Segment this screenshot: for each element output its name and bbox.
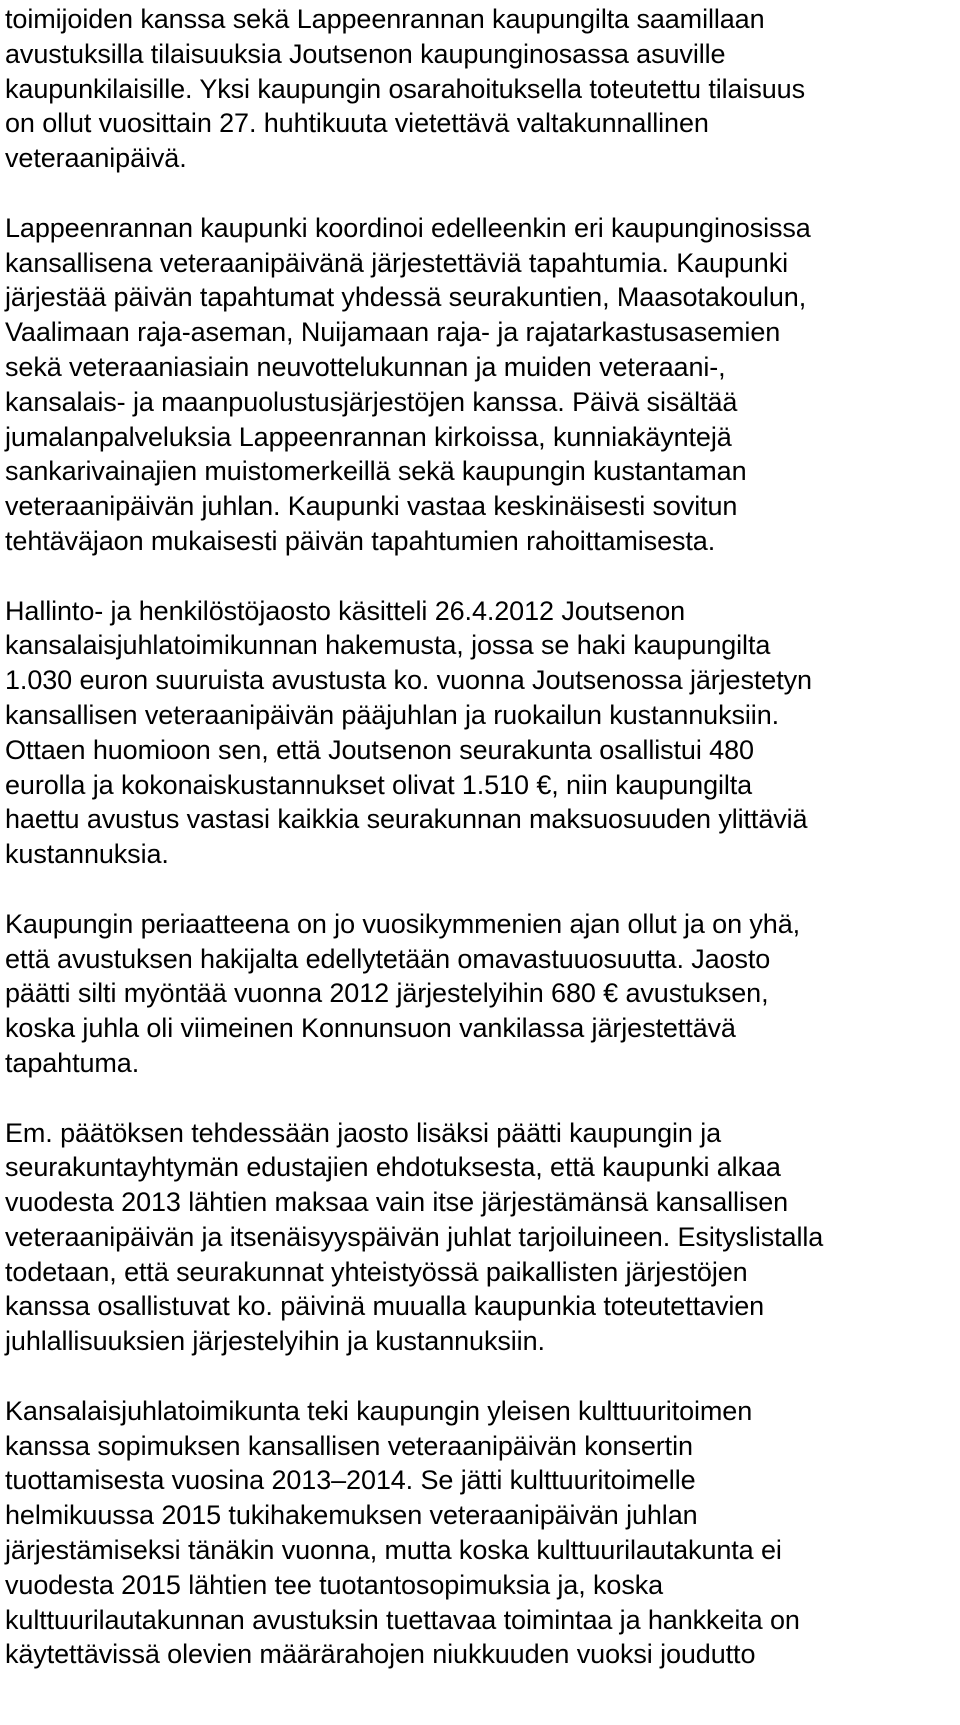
text-line: on ollut vuosittain 27. huhtikuuta vietettävä valtakunnallinen (5, 108, 709, 139)
text-line: eurolla ja kokonaiskustannukset olivat 1.510 €, niin kaupungilta (5, 769, 753, 800)
text-line: käytettävissä olevien määrärahojen niukkuuden vuoksi joudutto (5, 1639, 756, 1670)
text-line: kanssa osallistuvat ko. päivinä muualla kaupunkia toteutettavien (5, 1291, 765, 1322)
paragraph-1 (5, 2, 960, 176)
text-line: haettu avustus vastasi kaikkia seurakunnan maksuosuuden ylittäviä (5, 804, 808, 835)
text-line: kansalaisjuhlatoimikunnan hakemusta, jossa se haki kaupungilta (5, 630, 771, 661)
text-line: kaupunkilaisille. Yksi kaupungin osarahoituksella toteutettu tilaisuus (5, 73, 805, 104)
text-line: juhlallisuuksien järjestelyihin ja kustannuksiin. (5, 1326, 545, 1357)
text-line: järjestämiseksi tänäkin vuonna, mutta koska kulttuurilautakunta ei (5, 1535, 782, 1566)
text-line: todetaan, että seurakunnat yhteistyössä paikallisten järjestöjen (5, 1256, 748, 1287)
text-line: avustuksilla tilaisuuksia Joutsenon kaupunginosassa asuville (5, 38, 726, 69)
text-line: kanssa sopimuksen kansallisen veteraanipäivän konsertin (5, 1430, 693, 1461)
text-line: koska juhla oli viimeinen Konnunsuon vankilassa järjestettävä (5, 1013, 736, 1044)
text-line: toimijoiden kanssa sekä Lappeenrannan kaupungilta saamillaan (5, 4, 765, 34)
text-line: veteraanipäivän ja itsenäisyyspäivän juhlat tarjoiluineen. Esityslistalla (5, 1221, 824, 1252)
text-line: Kansalaisjuhlatoimikunta teki kaupungin yleisen kulttuuritoimen (5, 1395, 753, 1426)
text-line: tapahtuma. (5, 1047, 140, 1078)
text-line: kansalais- ja maanpuolustusjärjestöjen kanssa. Päivä sisältää (5, 386, 738, 417)
text-line: että avustuksen hakijalta edellytetään omavastuuosuutta. Jaosto (5, 943, 771, 974)
paragraph-2 (5, 211, 960, 559)
text-line: järjestää päivän tapahtumat yhdessä seurakuntien, Maasotakoulun, (5, 282, 807, 313)
text-line: seurakuntayhtymän edustajien ehdotuksesta, että kaupunki alkaa (5, 1152, 781, 1183)
text-line: Hallinto- ja henkilöstöjaosto käsitteli 26.4.2012 Joutsenon (5, 595, 686, 626)
paragraph-4 (5, 907, 960, 1081)
text-line: tehtäväjaon mukaisesti päivän tapahtumien rahoittamisesta. (5, 525, 716, 556)
text-line: helmikuussa 2015 tukihakemuksen veteraanipäivän juhlan (5, 1500, 698, 1531)
text-line: Kaupungin periaatteena on jo vuosikymmenien ajan ollut ja on yhä, (5, 908, 801, 939)
text-line: Vaalimaan raja-aseman, Nuijamaan raja- ja rajatarkastusasemien (5, 317, 781, 348)
paragraph-5 (5, 1116, 960, 1360)
text-line: jumalanpalveluksia Lappeenrannan kirkoissa, kunniakäyntejä (5, 421, 732, 452)
text-line: veteraanipäivä. (5, 143, 187, 174)
text-line: sankarivainajien muistomerkeillä sekä kaupungin kustantaman (5, 456, 747, 487)
text-line: kustannuksia. (5, 839, 169, 870)
text-line: Em. päätöksen tehdessään jaosto lisäksi päätti kaupungin ja (5, 1117, 722, 1148)
text-line: vuodesta 2013 lähtien maksaa vain itse järjestämänsä kansallisen (5, 1187, 789, 1218)
text-line: 1.030 euron suuruista avustusta ko. vuonna Joutsenossa järjestetyn (5, 665, 812, 696)
text-line: päätti silti myöntää vuonna 2012 järjestelyihin 680 € avustuksen, (5, 978, 769, 1009)
paragraph-3 (5, 594, 960, 872)
text-line: tuottamisesta vuosina 2013–2014. Se jätti kulttuuritoimelle (5, 1465, 696, 1496)
text-line: vuodesta 2015 lähtien tee tuotantosopimuksia ja, koska (5, 1569, 664, 1600)
text-line: Lappeenrannan kaupunki koordinoi edelleenkin eri kaupunginosissa (5, 212, 811, 243)
paragraph-6 (5, 1394, 960, 1672)
text-line: veteraanipäivän juhlan. Kaupunki vastaa keskinäisesti sovitun (5, 491, 738, 522)
text-line: kulttuurilautakunnan avustuksin tuettavaa toimintaa ja hankkeita on (5, 1604, 800, 1635)
text-line: sekä veteraaniasiain neuvottelukunnan ja muiden veteraani-, (5, 351, 726, 382)
text-line: Ottaen huomioon sen, että Joutsenon seurakunta osallistui 480 (5, 734, 754, 765)
text-line: kansallisen veteraanipäivän pääjuhlan ja ruokailun kustannuksiin. (5, 699, 780, 730)
text-line: kansallisena veteraanipäivänä järjestettäviä tapahtumia. Kaupunki (5, 247, 789, 278)
